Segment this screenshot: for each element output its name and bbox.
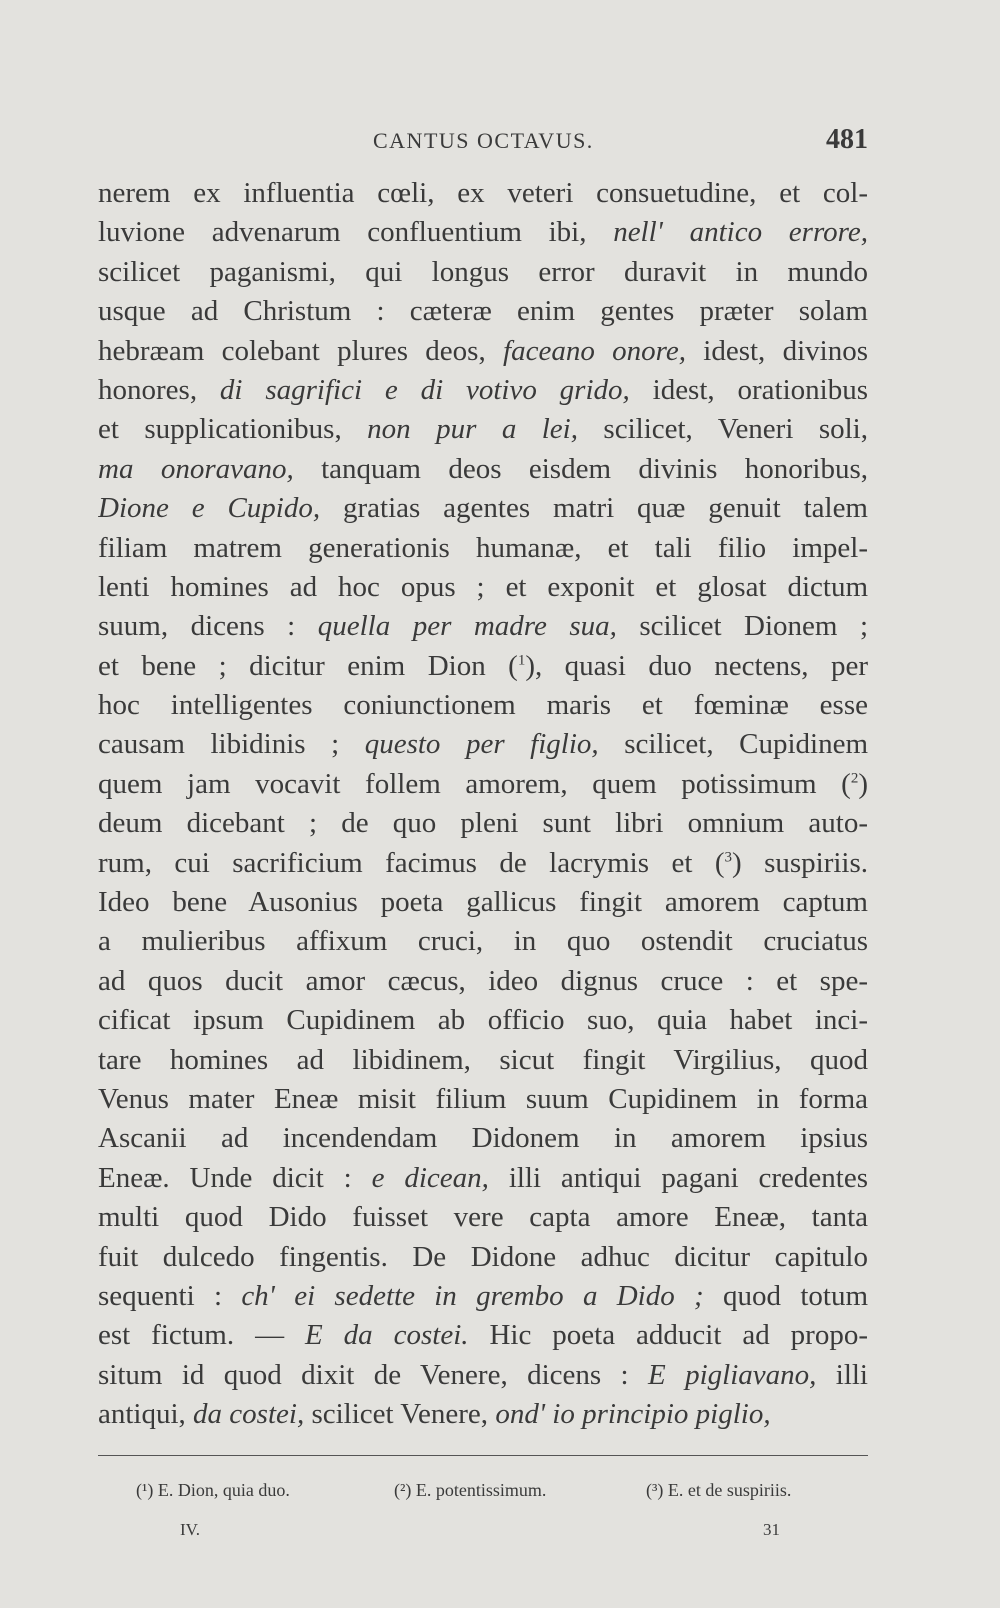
italic-quote: E da costei. (305, 1319, 469, 1352)
text-run: lenti homines ad hoc opus ; et exponit et glosat dictum (98, 570, 868, 603)
text-run: Hic poeta adducit ad propo- (468, 1319, 868, 1352)
text-line (98, 529, 868, 568)
footnote-ref: 3 (724, 848, 732, 865)
text-line (98, 1395, 868, 1434)
text-run: usque ad Christum : cæteræ enim gentes præter solam (98, 295, 868, 328)
italic-quote: faceano onore, (503, 334, 686, 367)
footnote-ref: 1 (517, 652, 526, 669)
text-run: deum dicebant ; de quo pleni sunt libri omnium auto- (98, 807, 868, 840)
text-line (98, 1356, 868, 1395)
text-run: scilicet Dionem ; (616, 610, 868, 643)
italic-quote: ond' io principio piglio, (495, 1398, 771, 1431)
text-line (98, 213, 868, 252)
text-line (98, 1198, 868, 1237)
footnote-3: (³) E. et de suspiriis. (646, 1480, 792, 1500)
text-run: idest, divinos (685, 334, 868, 367)
text-run: Eneæ. Unde dicit : (98, 1161, 372, 1194)
text-run: tanquam deos eisdem divinis honoribus, (293, 452, 868, 485)
text-run: hoc intelligentes coniunctionem maris et fœminæ esse (98, 689, 868, 722)
text-line (98, 922, 868, 961)
italic-quote: ma onoravano, (98, 452, 294, 485)
text-line (98, 450, 868, 489)
text-run: situm id quod dixit de Venere, dicens : (98, 1358, 648, 1391)
text-run: scilicet, Veneri soli, (577, 413, 868, 446)
text-run: cificat ipsum Cupidinem ab officio suo, quia habet inci- (98, 1004, 868, 1037)
text-run: gratias agentes matri quæ genuit talem (320, 492, 868, 525)
text-line (98, 1277, 868, 1316)
italic-quote: Dione e Cupido, (98, 492, 321, 525)
text-run: rum, cui sacrificium facimus de lacrymis et ( (98, 846, 725, 879)
text-line (98, 371, 868, 410)
text-run: ) (858, 767, 868, 800)
text-run: causam libidinis ; (98, 728, 365, 761)
text-line (98, 1041, 868, 1080)
running-title: CANTUS OCTAVUS. (373, 128, 594, 153)
italic-quote: questo per figlio, (364, 728, 599, 761)
text-run: luvione advenarum confluentium ibi, (98, 216, 614, 249)
text-line (98, 1119, 868, 1158)
text-run: est fictum. — (98, 1319, 306, 1352)
text-line (98, 607, 868, 646)
text-line (98, 647, 868, 686)
footnotes (98, 1480, 868, 1510)
page-header (98, 124, 868, 164)
italic-quote: e dicean, (371, 1161, 489, 1194)
text-line (98, 174, 868, 213)
text-run: sequenti : (98, 1279, 242, 1312)
text-line (98, 883, 868, 922)
text-line (98, 253, 868, 292)
italic-quote: da costei, (193, 1398, 305, 1431)
text-run: honores, (98, 373, 220, 406)
text-run: nerem ex influentia cœli, ex veteri consuetudine, et col- (98, 177, 868, 209)
text-line (98, 292, 868, 331)
text-line (98, 1238, 868, 1277)
italic-quote: nell' antico errore, (613, 216, 868, 249)
footnote-2: (²) E. potentissimum. (394, 1480, 547, 1500)
text-line (98, 725, 868, 764)
text-run: et supplicationibus, (98, 413, 368, 446)
text-line (98, 410, 868, 449)
text-line (98, 332, 868, 371)
text-run: ), quasi duo nectens, per (525, 649, 868, 682)
text-run: illi (816, 1358, 868, 1391)
italic-quote: ch' ei sedette in grembo a Dido ; (241, 1279, 704, 1312)
text-run: idest, orationibus (629, 373, 868, 406)
text-run: suum, dicens : (98, 610, 318, 643)
text-line (98, 1316, 868, 1355)
text-line (98, 765, 868, 804)
text-run: tare homines ad libidinem, sicut fingit Virgilius, quod (98, 1043, 868, 1076)
text-line (98, 1080, 868, 1119)
italic-quote: di sagrifici e di votivo grido, (219, 373, 630, 406)
text-run: Venus mater Eneæ misit filium suum Cupidinem in forma (98, 1082, 868, 1115)
text-run: multi quod Dido fuisset vere capta amore Eneæ, tanta (98, 1201, 868, 1234)
text-run: quem jam vocavit follem amorem, quem potissimum ( (98, 767, 851, 800)
page-number: 481 (826, 124, 868, 155)
text-run: scilicet, Cupidinem (598, 728, 868, 761)
text-line (98, 962, 868, 1001)
text-run: fuit dulcedo fingentis. De Didone adhuc dicitur capitulo (98, 1240, 868, 1273)
text-line (98, 844, 868, 883)
text-run: hebræam colebant plures deos, (98, 334, 504, 367)
text-line (98, 1001, 868, 1040)
text-run: ) suspiriis. (731, 846, 868, 879)
text-run: filiam matrem generationis humanæ, et tali filio impel- (98, 531, 868, 564)
volume-signature: IV. (180, 1520, 200, 1539)
text-run: et bene ; dicitur enim Dion ( (98, 649, 518, 682)
text-run: scilicet Venere, (304, 1398, 496, 1431)
italic-quote: E pigliavano, (647, 1358, 817, 1391)
footnote-ref: 2 (850, 770, 859, 787)
gathering-signature: 31 (763, 1520, 780, 1539)
signature-marks (98, 1520, 868, 1550)
text-run: ad quos ducit amor cæcus, ideo dignus cruce : et spe- (98, 964, 868, 997)
text-run: illi antiqui pagani credentes (488, 1161, 868, 1194)
text-run: a mulieribus affixum cruci, in quo ostendit cruciatus (98, 925, 868, 958)
text-line (98, 1159, 868, 1198)
footnote-rule (98, 1455, 868, 1456)
text-line (98, 686, 868, 725)
body-text (98, 174, 868, 1435)
footnote-1: (¹) E. Dion, quia duo. (136, 1480, 290, 1500)
text-line (98, 489, 868, 528)
text-run: Ascanii ad incendendam Didonem in amorem ipsius (98, 1122, 868, 1155)
text-run: scilicet paganismi, qui longus error duravit in mundo (98, 255, 868, 288)
text-line (98, 568, 868, 607)
text-run: Ideo bene Ausonius poeta gallicus fingit amorem captum (98, 886, 868, 919)
italic-quote: quella per madre sua, (317, 610, 617, 643)
italic-quote: non pur a lei, (367, 413, 578, 446)
text-line (98, 804, 868, 843)
text-run: quod totum (703, 1279, 868, 1312)
text-run: antiqui, (98, 1398, 194, 1431)
